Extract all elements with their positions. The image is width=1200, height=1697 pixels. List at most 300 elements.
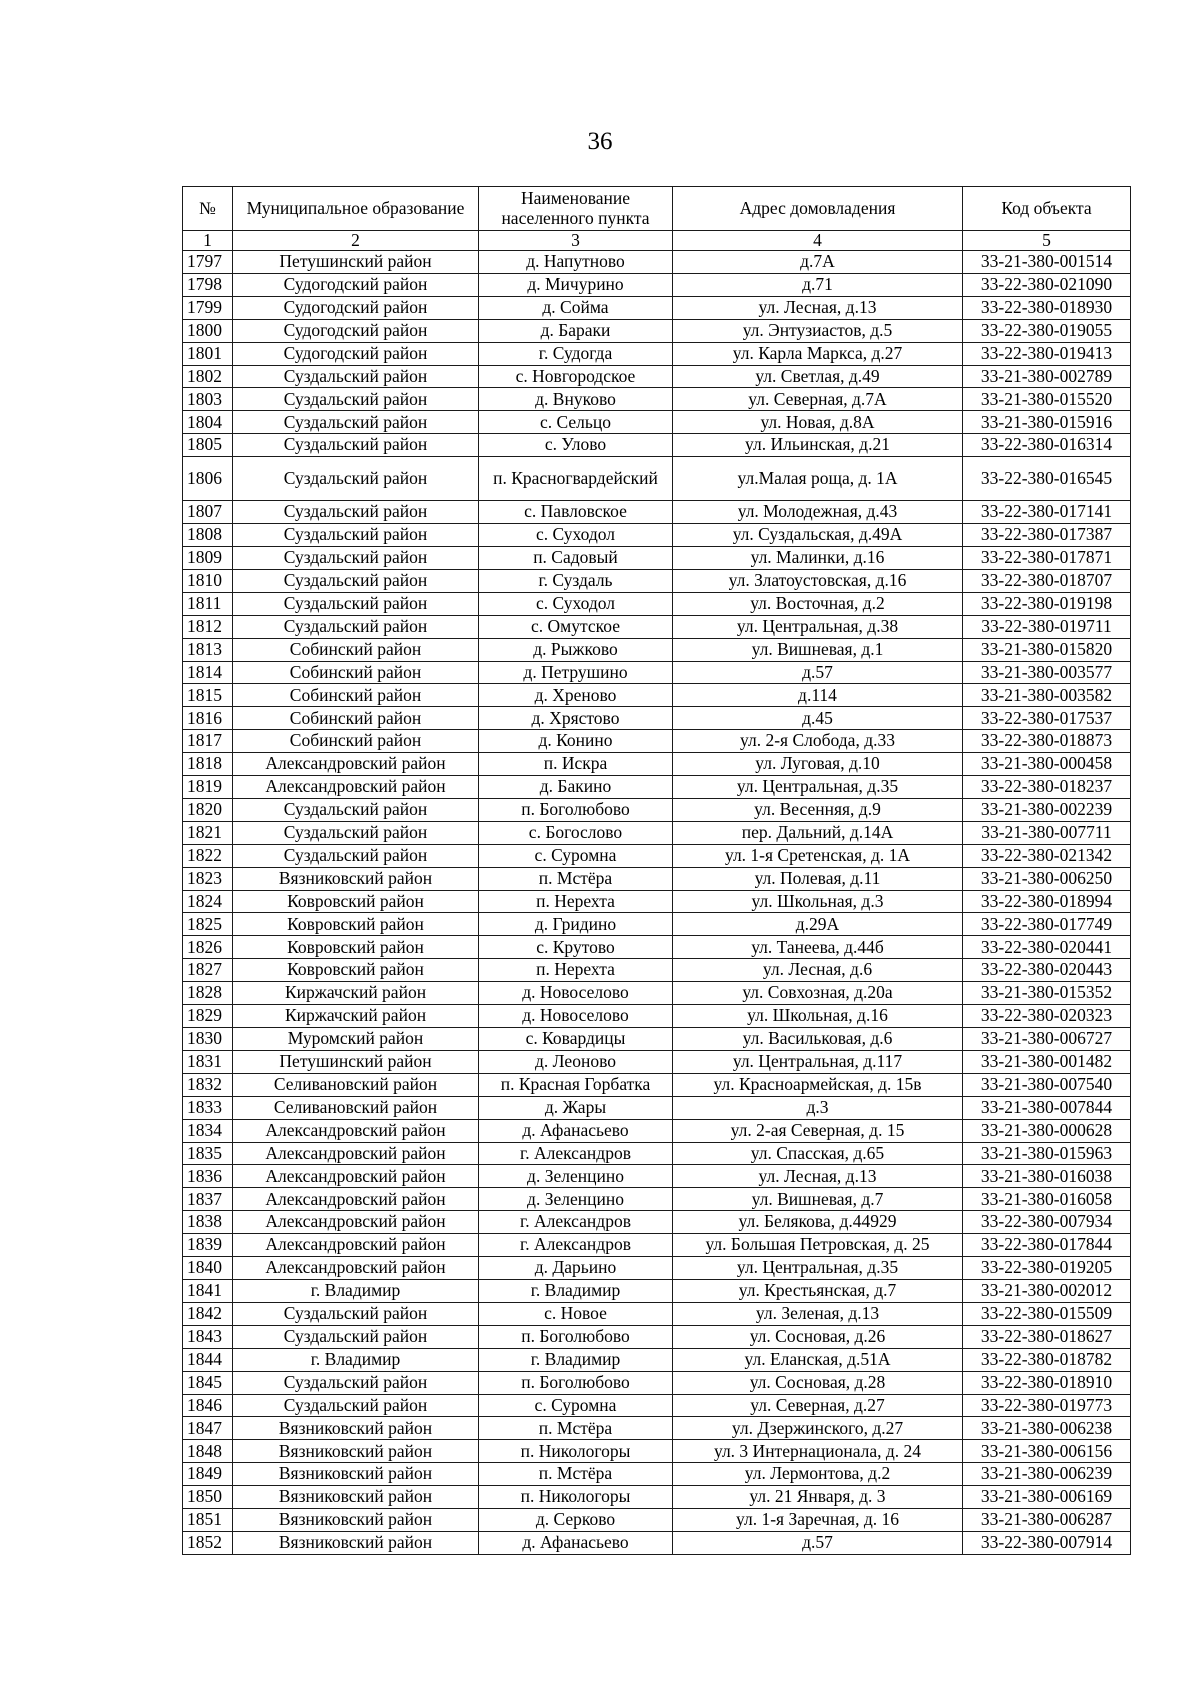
table-row [183,273,1131,296]
object-code-cell: 33-21-380-006727 [963,1028,1131,1051]
table-row [183,1005,1131,1028]
table-row [183,1211,1131,1234]
municipality-cell: Суздальский район [233,1371,479,1394]
municipality-cell: Петушинский район [233,251,479,274]
address-cell: ул. Ильинская, д.21 [673,434,963,457]
settlement-cell: п. Никологоры [479,1440,673,1463]
municipality-cell: г. Владимир [233,1348,479,1371]
municipality-cell: Вязниковский район [233,1463,479,1486]
object-code-cell: 33-22-380-016545 [963,457,1131,501]
object-code-cell: 33-22-380-020323 [963,1005,1131,1028]
settlement-cell: п. Нерехта [479,959,673,982]
row-number-cell: 1810 [183,569,233,592]
municipality-cell: Суздальский район [233,569,479,592]
table-row [183,251,1131,274]
table-row [183,1325,1131,1348]
municipality-cell: г. Владимир [233,1279,479,1302]
table-row [183,753,1131,776]
object-code-cell: 33-22-380-018237 [963,776,1131,799]
municipality-cell: Александровский район [233,1257,479,1280]
address-cell: ул. Карла Маркса, д.27 [673,342,963,365]
address-cell: пер. Дальний, д.14А [673,821,963,844]
row-number-cell: 1835 [183,1142,233,1165]
object-code-cell: 33-22-380-021090 [963,273,1131,296]
row-number-cell: 1849 [183,1463,233,1486]
table-row [183,890,1131,913]
table-row [183,959,1131,982]
row-number-cell: 1825 [183,913,233,936]
address-cell: ул. Красноармейская, д. 15в [673,1073,963,1096]
object-code-cell: 33-22-380-020443 [963,959,1131,982]
table-row [183,296,1131,319]
municipality-cell: Собинский район [233,661,479,684]
object-code-cell: 33-22-380-017141 [963,501,1131,524]
municipality-cell: Ковровский район [233,890,479,913]
row-number-cell: 1817 [183,730,233,753]
table-row [183,1440,1131,1463]
row-number-cell: 1816 [183,707,233,730]
municipality-cell: Вязниковский район [233,1440,479,1463]
address-cell: д.29А [673,913,963,936]
column-number-cell: 4 [673,231,963,251]
object-code-cell: 33-21-380-015963 [963,1142,1131,1165]
row-number-cell: 1832 [183,1073,233,1096]
settlement-cell: д. Напутново [479,251,673,274]
row-number-cell: 1834 [183,1119,233,1142]
row-number-cell: 1838 [183,1211,233,1234]
address-cell: ул. Златоустовская, д.16 [673,569,963,592]
table-row [183,501,1131,524]
settlement-cell: д. Дарьино [479,1257,673,1280]
settlement-cell: п. Красная Горбатка [479,1073,673,1096]
table-row [183,1394,1131,1417]
address-cell: ул. Молодежная, д.43 [673,501,963,524]
object-code-cell: 33-22-380-018782 [963,1348,1131,1371]
object-code-cell: 33-22-380-018707 [963,569,1131,592]
settlement-cell: д. Сойма [479,296,673,319]
header-cell-number: № [183,187,233,231]
address-cell: ул. Дзержинского, д.27 [673,1417,963,1440]
settlement-cell: д. Хреново [479,684,673,707]
column-number-cell: 3 [479,231,673,251]
object-code-cell: 33-21-380-015820 [963,638,1131,661]
object-code-cell: 33-21-380-007711 [963,821,1131,844]
row-number-cell: 1842 [183,1302,233,1325]
address-cell: ул. Вишневая, д.7 [673,1188,963,1211]
column-number-cell: 5 [963,231,1131,251]
row-number-cell: 1830 [183,1028,233,1051]
settlement-cell: п. Боголюбово [479,798,673,821]
row-number-cell: 1831 [183,1050,233,1073]
object-code-cell: 33-21-380-001514 [963,251,1131,274]
address-cell: ул. Совхозная, д.20а [673,982,963,1005]
municipality-cell: Киржачский район [233,1005,479,1028]
table-row [183,1371,1131,1394]
table-row [183,867,1131,890]
address-cell: ул. Белякова, д.44929 [673,1211,963,1234]
object-code-cell: 33-21-380-015520 [963,388,1131,411]
object-code-cell: 33-22-380-016314 [963,434,1131,457]
object-code-cell: 33-22-380-018930 [963,296,1131,319]
object-code-cell: 33-22-380-018910 [963,1371,1131,1394]
object-code-cell: 33-22-380-019198 [963,592,1131,615]
address-cell: ул. Сосновая, д.28 [673,1371,963,1394]
settlement-cell: п. Мстёра [479,867,673,890]
settlement-cell: г. Александров [479,1142,673,1165]
registry-table [182,186,1131,1555]
settlement-cell: д. Афанасьево [479,1119,673,1142]
object-code-cell: 33-21-380-000628 [963,1119,1131,1142]
address-cell: д.71 [673,273,963,296]
object-code-cell: 33-21-380-006156 [963,1440,1131,1463]
settlement-cell: с. Богослово [479,821,673,844]
settlement-cell: с. Суходол [479,592,673,615]
municipality-cell: Судогодский район [233,296,479,319]
address-cell: д.114 [673,684,963,707]
settlement-cell: с. Сельцо [479,411,673,434]
address-cell: д.7А [673,251,963,274]
table-row [183,1165,1131,1188]
municipality-cell: Суздальский район [233,592,479,615]
object-code-cell: 33-22-380-018994 [963,890,1131,913]
header-cell-address: Адрес домовладения [673,187,963,231]
row-number-cell: 1840 [183,1257,233,1280]
row-number-cell: 1800 [183,319,233,342]
municipality-cell: Вязниковский район [233,867,479,890]
header-cell-settlement: Наименование населенного пункта [479,187,673,231]
settlement-cell: д. Внуково [479,388,673,411]
table-row [183,1486,1131,1509]
municipality-cell: Суздальский район [233,798,479,821]
settlement-cell: с. Суромна [479,1394,673,1417]
settlement-cell: д. Бараки [479,319,673,342]
table-row [183,684,1131,707]
municipality-cell: Судогодский район [233,342,479,365]
settlement-cell: с. Новое [479,1302,673,1325]
table-row [183,982,1131,1005]
row-number-cell: 1802 [183,365,233,388]
municipality-cell: Суздальский район [233,1394,479,1417]
settlement-cell: д. Петрушино [479,661,673,684]
address-cell: ул. Центральная, д.35 [673,776,963,799]
settlement-cell: д. Бакино [479,776,673,799]
row-number-cell: 1798 [183,273,233,296]
settlement-cell: с. Ковардицы [479,1028,673,1051]
address-cell: ул. Энтузиастов, д.5 [673,319,963,342]
municipality-cell: Суздальский район [233,434,479,457]
object-code-cell: 33-22-380-017537 [963,707,1131,730]
object-code-cell: 33-21-380-006250 [963,867,1131,890]
settlement-cell: д. Мичурино [479,273,673,296]
address-cell: ул. Васильковая, д.6 [673,1028,963,1051]
row-number-cell: 1852 [183,1531,233,1554]
municipality-cell: Александровский район [233,1211,479,1234]
address-cell: ул. Вишневая, д.1 [673,638,963,661]
object-code-cell: 33-22-380-020441 [963,936,1131,959]
municipality-cell: Александровский район [233,1142,479,1165]
address-cell: ул. Лермонтова, д.2 [673,1463,963,1486]
row-number-cell: 1826 [183,936,233,959]
municipality-cell: Ковровский район [233,913,479,936]
settlement-cell: д. Новоселово [479,982,673,1005]
table-row [183,524,1131,547]
address-cell: ул. Центральная, д.117 [673,1050,963,1073]
municipality-cell: Собинский район [233,730,479,753]
settlement-cell: п. Искра [479,753,673,776]
row-number-cell: 1851 [183,1509,233,1532]
table-row [183,1531,1131,1554]
address-cell: ул. Весенняя, д.9 [673,798,963,821]
settlement-cell: п. Нерехта [479,890,673,913]
municipality-cell: Суздальский район [233,1325,479,1348]
address-cell: ул. 2-я Слобода, д.33 [673,730,963,753]
address-cell: ул. Школьная, д.3 [673,890,963,913]
municipality-cell: Судогодский район [233,319,479,342]
table-row [183,1073,1131,1096]
table-row [183,913,1131,936]
settlement-cell: д. Рыжково [479,638,673,661]
address-cell: ул. 3 Интернационала, д. 24 [673,1440,963,1463]
object-code-cell: 33-21-380-006239 [963,1463,1131,1486]
municipality-cell: Собинский район [233,638,479,661]
address-cell: д.57 [673,1531,963,1554]
settlement-cell: д. Гридино [479,913,673,936]
row-number-cell: 1804 [183,411,233,434]
object-code-cell: 33-22-380-019205 [963,1257,1131,1280]
settlement-cell: д. Зеленцино [479,1165,673,1188]
table-row [183,592,1131,615]
object-code-cell: 33-22-380-019711 [963,615,1131,638]
address-cell: ул. Крестьянская, д.7 [673,1279,963,1302]
object-code-cell: 33-21-380-002012 [963,1279,1131,1302]
row-number-cell: 1847 [183,1417,233,1440]
object-code-cell: 33-22-380-007914 [963,1531,1131,1554]
municipality-cell: Александровский район [233,1234,479,1257]
column-number-cell: 1 [183,231,233,251]
table-row [183,730,1131,753]
object-code-cell: 33-21-380-002789 [963,365,1131,388]
object-code-cell: 33-22-380-017844 [963,1234,1131,1257]
row-number-cell: 1837 [183,1188,233,1211]
municipality-cell: Вязниковский район [233,1417,479,1440]
object-code-cell: 33-22-380-007934 [963,1211,1131,1234]
row-number-cell: 1820 [183,798,233,821]
table-row [183,661,1131,684]
address-cell: ул. Спасская, д.65 [673,1142,963,1165]
object-code-cell: 33-22-380-017871 [963,546,1131,569]
settlement-cell: д. Конино [479,730,673,753]
row-number-cell: 1811 [183,592,233,615]
municipality-cell: Вязниковский район [233,1509,479,1532]
object-code-cell: 33-22-380-019413 [963,342,1131,365]
row-number-cell: 1844 [183,1348,233,1371]
object-code-cell: 33-22-380-015509 [963,1302,1131,1325]
settlement-cell: г. Судогда [479,342,673,365]
settlement-cell: д. Новоселово [479,1005,673,1028]
row-number-cell: 1827 [183,959,233,982]
row-number-cell: 1824 [183,890,233,913]
column-number-cell: 2 [233,231,479,251]
settlement-cell: п. Садовый [479,546,673,569]
object-code-cell: 33-21-380-006287 [963,1509,1131,1532]
object-code-cell: 33-22-380-019773 [963,1394,1131,1417]
address-cell: ул. Северная, д.7А [673,388,963,411]
object-code-cell: 33-22-380-021342 [963,844,1131,867]
object-code-cell: 33-21-380-003582 [963,684,1131,707]
settlement-cell: с. Суромна [479,844,673,867]
row-number-cell: 1818 [183,753,233,776]
municipality-cell: Александровский район [233,776,479,799]
address-cell: ул. Северная, д.27 [673,1394,963,1417]
settlement-cell: г. Владимир [479,1279,673,1302]
row-number-cell: 1833 [183,1096,233,1119]
row-number-cell: 1823 [183,867,233,890]
table-row [183,821,1131,844]
address-cell: ул. Сосновая, д.26 [673,1325,963,1348]
table-row [183,1234,1131,1257]
municipality-cell: Ковровский район [233,959,479,982]
address-cell: ул. Зеленая, д.13 [673,1302,963,1325]
row-number-cell: 1797 [183,251,233,274]
table-row [183,844,1131,867]
address-cell: ул. Суздальская, д.49А [673,524,963,547]
row-number-cell: 1815 [183,684,233,707]
settlement-cell: г. Александров [479,1234,673,1257]
object-code-cell: 33-22-380-017749 [963,913,1131,936]
table-row [183,1348,1131,1371]
row-number-cell: 1850 [183,1486,233,1509]
settlement-cell: п. Мстёра [479,1417,673,1440]
municipality-cell: Суздальский район [233,501,479,524]
row-number-cell: 1809 [183,546,233,569]
address-cell: ул. Еланская, д.51А [673,1348,963,1371]
municipality-cell: Киржачский район [233,982,479,1005]
page-number: 36 [587,128,613,155]
row-number-cell: 1822 [183,844,233,867]
settlement-cell: с. Улово [479,434,673,457]
address-cell: ул. Центральная, д.35 [673,1257,963,1280]
row-number-cell: 1805 [183,434,233,457]
settlement-cell: г. Суздаль [479,569,673,592]
settlement-cell: д. Хрястово [479,707,673,730]
object-code-cell: 33-22-380-018873 [963,730,1131,753]
municipality-cell: Суздальский район [233,411,479,434]
table-row [183,1142,1131,1165]
object-code-cell: 33-21-380-007540 [963,1073,1131,1096]
municipality-cell: Суздальский район [233,457,479,501]
table-row [183,1119,1131,1142]
municipality-cell: Суздальский район [233,388,479,411]
address-cell: ул. Лесная, д.13 [673,1165,963,1188]
address-cell: ул. 1-я Сретенская, д. 1А [673,844,963,867]
header-row [183,187,1131,231]
table-row [183,1417,1131,1440]
municipality-cell: Муромский район [233,1028,479,1051]
municipality-cell: Суздальский район [233,615,479,638]
address-cell: ул. Танеева, д.44б [673,936,963,959]
row-number-cell: 1839 [183,1234,233,1257]
municipality-cell: Суздальский район [233,524,479,547]
address-cell: ул. Малинки, д.16 [673,546,963,569]
municipality-cell: Суздальский район [233,546,479,569]
row-number-cell: 1803 [183,388,233,411]
object-code-cell: 33-21-380-001482 [963,1050,1131,1073]
row-number-cell: 1813 [183,638,233,661]
row-number-cell: 1808 [183,524,233,547]
address-cell: ул. Восточная, д.2 [673,592,963,615]
table-row [183,342,1131,365]
table-row [183,776,1131,799]
object-code-cell: 33-21-380-006169 [963,1486,1131,1509]
table-row [183,615,1131,638]
column-number-row [183,231,1131,251]
table-row [183,1050,1131,1073]
municipality-cell: Александровский район [233,1165,479,1188]
object-code-cell: 33-21-380-003577 [963,661,1131,684]
row-number-cell: 1799 [183,296,233,319]
address-cell: ул.Малая роща, д. 1А [673,457,963,501]
table-row [183,936,1131,959]
object-code-cell: 33-21-380-016038 [963,1165,1131,1188]
settlement-cell: п. Боголюбово [479,1371,673,1394]
table-row [183,546,1131,569]
municipality-cell: Собинский район [233,707,479,730]
address-cell: ул. 1-я Заречная, д. 16 [673,1509,963,1532]
address-cell: ул. 2-ая Северная, д. 15 [673,1119,963,1142]
address-cell: ул. 21 Января, д. 3 [673,1486,963,1509]
object-code-cell: 33-22-380-017387 [963,524,1131,547]
object-code-cell: 33-21-380-000458 [963,753,1131,776]
address-cell: ул. Луговая, д.10 [673,753,963,776]
row-number-cell: 1841 [183,1279,233,1302]
settlement-cell: д. Серково [479,1509,673,1532]
address-cell: ул. Большая Петровская, д. 25 [673,1234,963,1257]
municipality-cell: Собинский район [233,684,479,707]
object-code-cell: 33-21-380-007844 [963,1096,1131,1119]
municipality-cell: Суздальский район [233,821,479,844]
address-cell: ул. Школьная, д.16 [673,1005,963,1028]
object-code-cell: 33-21-380-006238 [963,1417,1131,1440]
settlement-cell: г. Владимир [479,1348,673,1371]
address-cell: ул. Светлая, д.49 [673,365,963,388]
address-cell: д.45 [673,707,963,730]
municipality-cell: Александровский район [233,1119,479,1142]
row-number-cell: 1848 [183,1440,233,1463]
settlement-cell: п. Мстёра [479,1463,673,1486]
table-row [183,798,1131,821]
municipality-cell: Судогодский район [233,273,479,296]
settlement-cell: с. Крутово [479,936,673,959]
table-row [183,1028,1131,1051]
table-row [183,411,1131,434]
row-number-cell: 1829 [183,1005,233,1028]
settlement-cell: с. Суходол [479,524,673,547]
table-row [183,1096,1131,1119]
settlement-cell: с. Новгородское [479,365,673,388]
table-body [183,251,1131,1555]
table-row [183,319,1131,342]
settlement-cell: д. Жары [479,1096,673,1119]
municipality-cell: Петушинский район [233,1050,479,1073]
municipality-cell: Суздальский район [233,1302,479,1325]
settlement-cell: д. Афанасьево [479,1531,673,1554]
object-code-cell: 33-21-380-002239 [963,798,1131,821]
settlement-cell: с. Омутское [479,615,673,638]
municipality-cell: Вязниковский район [233,1531,479,1554]
table-row [183,1302,1131,1325]
municipality-cell: Суздальский район [233,365,479,388]
table-row [183,434,1131,457]
